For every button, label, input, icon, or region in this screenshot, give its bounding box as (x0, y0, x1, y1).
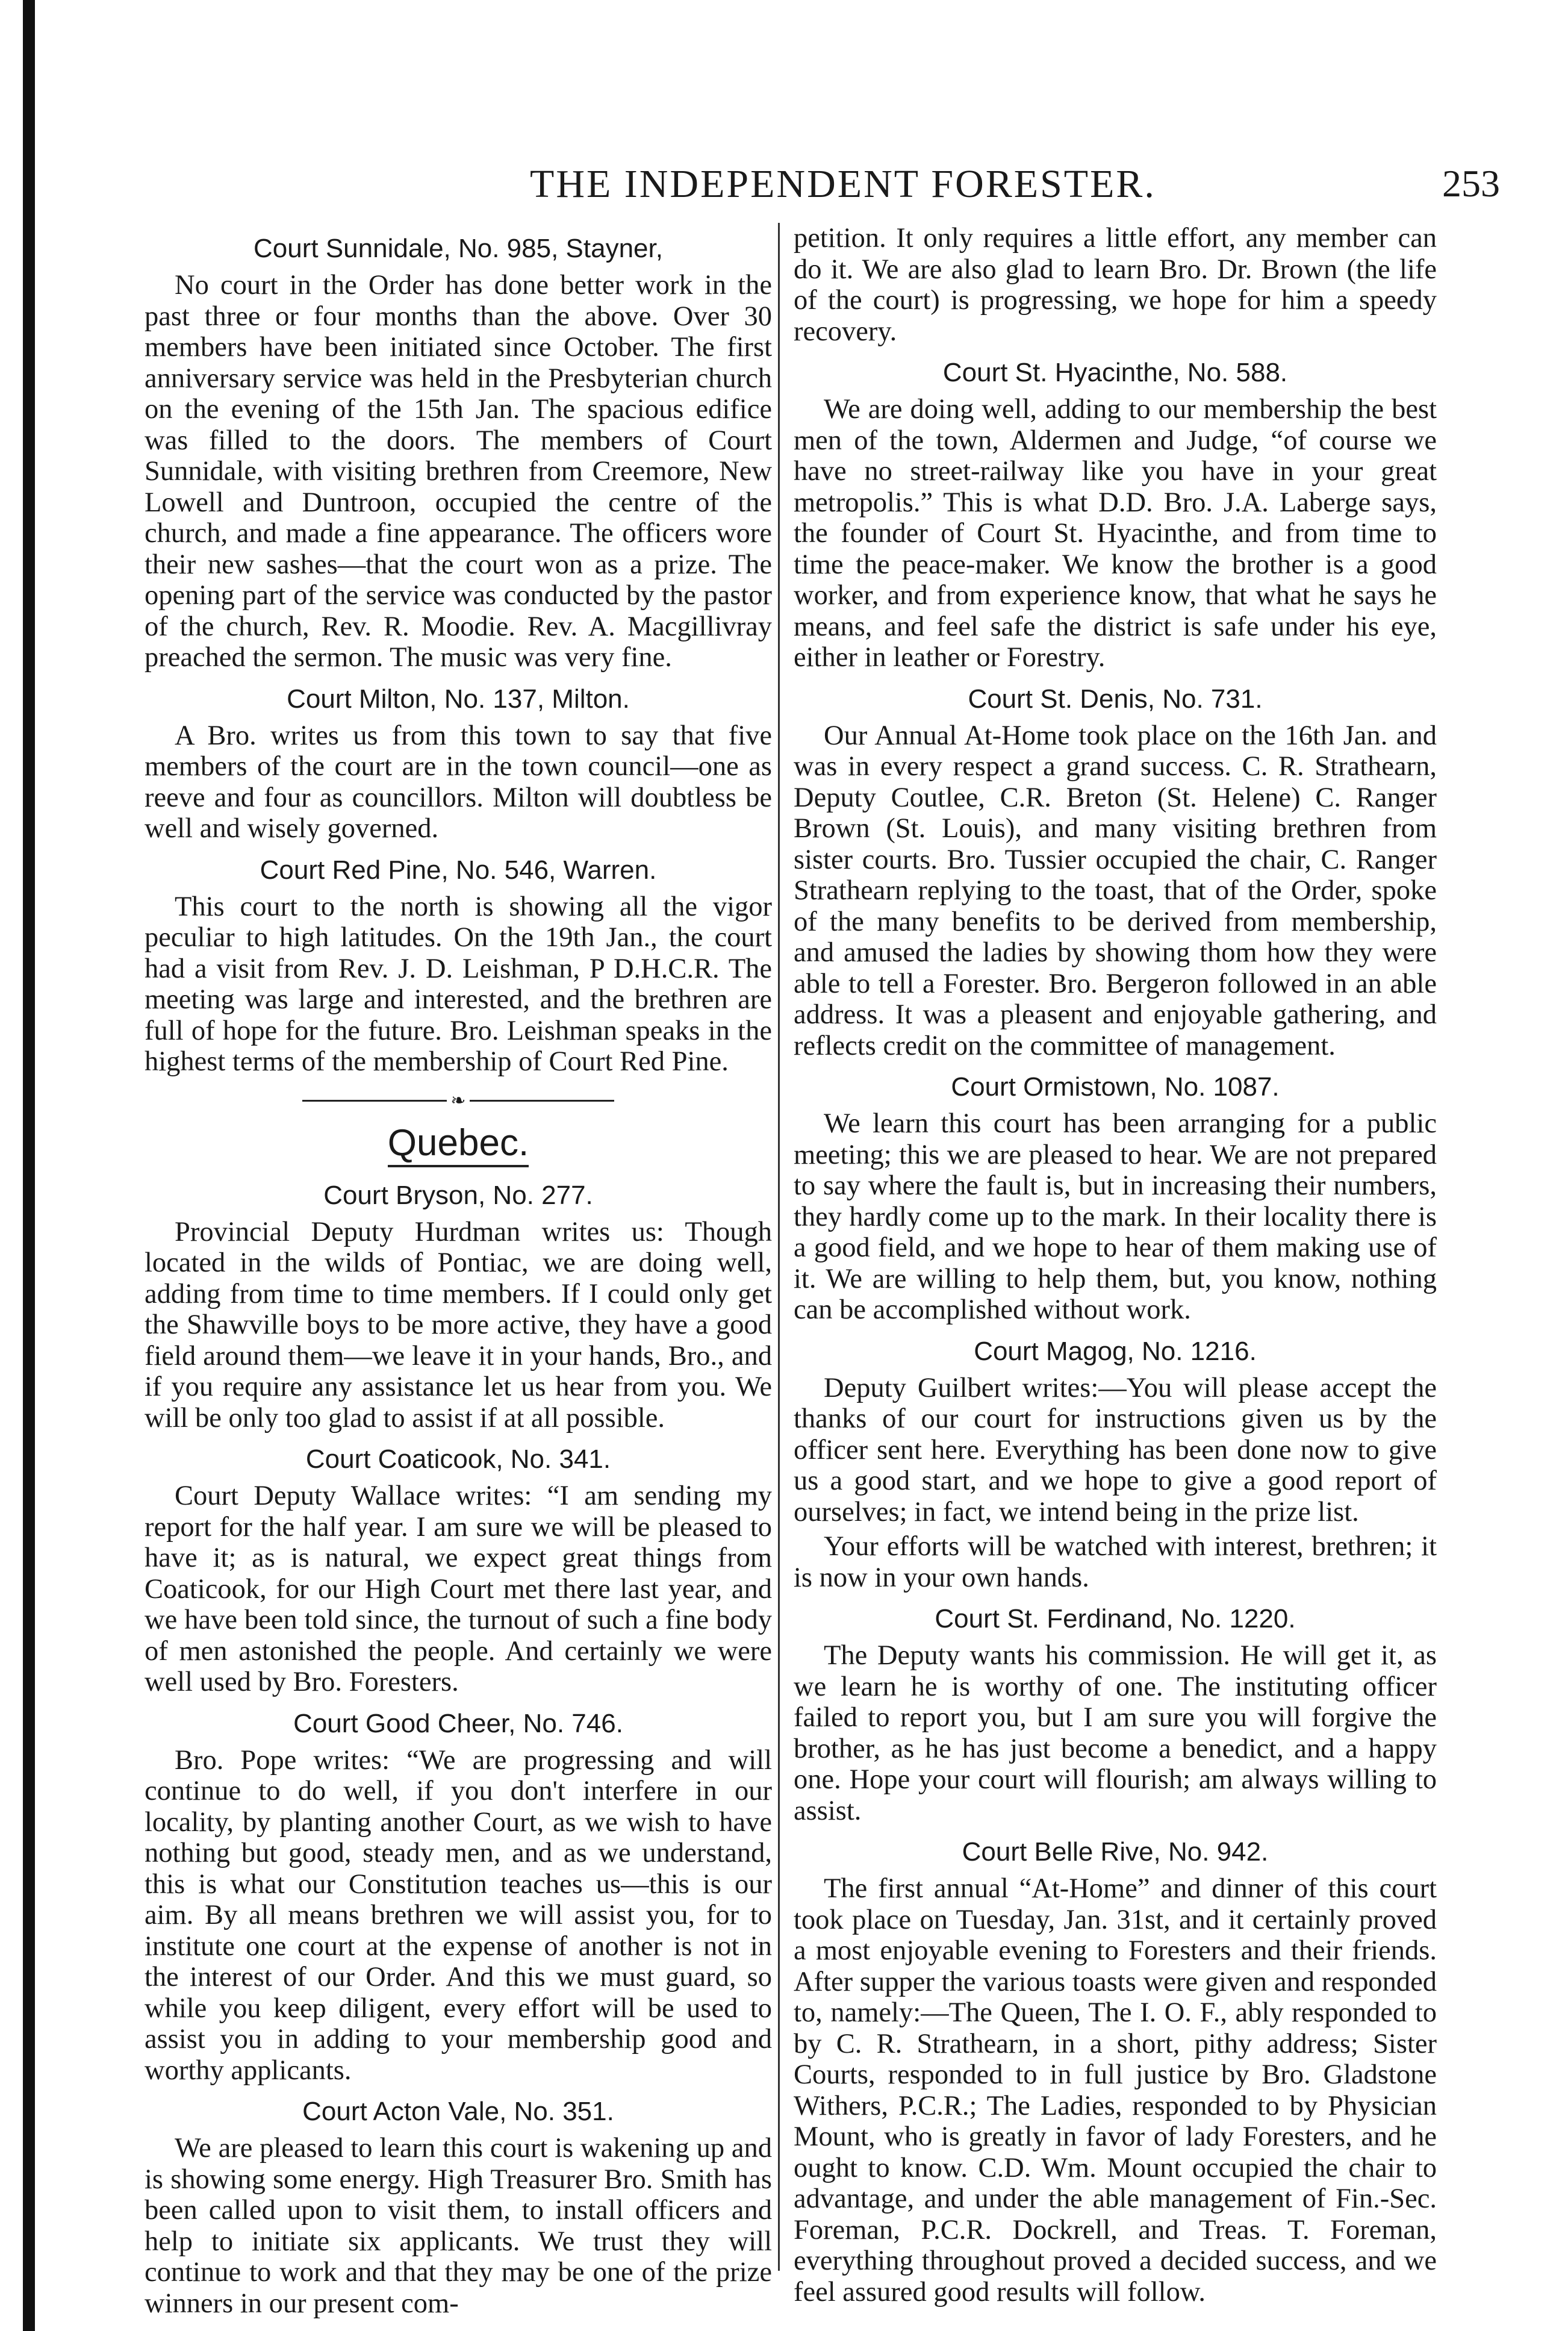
article-text: Deputy Guilbert writes:—You will please accept the thanks of our court for instructions given us by the officer sent here. Everything has been done now to give us a good start, and we hope to give a good report of ourselves; in fact, we intend being in the prize list. (794, 1372, 1437, 1527)
article-text: Your efforts will be watched with interest, brethren; it is now in your own hands. (794, 1531, 1437, 1593)
section-title (145, 1119, 772, 1167)
right-column (794, 223, 1437, 2311)
section-title-text: Quebec. (388, 1122, 529, 1167)
page-spine-edge (23, 0, 35, 2331)
article-heading: Court Belle Rive, No. 942. (962, 1837, 1269, 1867)
article-text: Our Annual At-Home took place on the 16th Jan. and was in every respect a grand success. C. R. Strathearn, Deputy Coutlee, C.R. Breton (St. Helene) C. Ranger Brown (St. Louis), and many visiting brethren from sister courts. Bro. Tussier occupied the chair, C. Ranger Strathearn replying to the toast, that of the Order, spoke of the many benefits to be derived from membership, and amused the ladies by showing thom how they were able to tell a Forester. Bro. Bergeron followed in an able address. It was a pleasent and enjoyable gathering, and reflects credit on the committee of management. (794, 720, 1437, 1061)
article-text: We are pleased to learn this court is wakening up and is showing some energy. High Treasurer Bro. Smith has been called upon to visit them, to install officers and help to initiate six applicants. We trust they will continue to work and that they may be one of the prize winners in our present com- (145, 2133, 772, 2319)
article-text: Court Deputy Wallace writes: “I am sending my report for the half year. I am sure we will be pleased to have it; as is natural, we expect great things from Coaticook, for our High Court met there last year, and we have been told since, the turnout of such a fine body of men astonished the people. And certainly we were well used by Bro. Foresters. (145, 1481, 772, 1698)
article-text: We are doing well, adding to our membership the best men of the town, Aldermen and Judge, “of course we have no street-railway like you have in your great metropolis.” This is what D.D. Bro. J.A. Laberge says, the founder of Court St. Hyacinthe, and from time to time the peace-maker. We know the brother is a good worker, and from experience know, that what he says he means, and feel safe the district is safe under his eye, either in leather or Forestry. (794, 394, 1437, 673)
article-heading: Court Red Pine, No. 546, Warren. (260, 855, 657, 885)
article-heading: Court Good Cheer, No. 746. (293, 1708, 623, 1738)
column-divider (778, 223, 780, 2271)
article-heading: Court Acton Vale, No. 351. (302, 2097, 614, 2127)
article-text: The first annual “At-Home” and dinner of this court took place on Tuesday, Jan. 31st, and it certainly proved a most enjoyable evening to Foresters and their friends. After supper the various toasts were given and responded to, namely:—The Queen, The I. O. F., ably responded to by C. R. Strathearn, in a short, pithy address; Sister Courts, responded to in full justice by Bro. Gladstone Withers, P.C.R.; The Ladies, responded to by Physician Mount, who is greatly in favor of lady Foresters, and he ought to know. C.D. Wm. Mount occupied the chair to advantage, and under the able management of Fin.-Sec. Foreman, P.C.R. Dockrell, and Treas. T. Foreman, everything throughout proved a decided success, and we feel assured good results will follow. (794, 1873, 1437, 2308)
section-ornament: ❧ (145, 1084, 772, 1117)
article-heading: Court Magog, No. 1216. (974, 1336, 1257, 1366)
article-heading: Court Coaticook, No. 341. (305, 1444, 611, 1474)
page-number: 253 (1442, 162, 1500, 205)
article-text: We learn this court has been arranging for a public meeting; this we are pleased to hear. We are not prepared to say where the fault is, but in increasing their numbers, they hardly come up to the mark. In their locality there is a good field, and we hope to hear of them making use of it. We are willing to help them, but, you know, nothing can be accomplished without work. (794, 1108, 1437, 1325)
article-text: No court in the Order has done better work in the past three or four months than the above. Over 30 members have been initiated since October. The first anniversary service was held in the Presbyterian church on the evening of the 15th Jan. The spacious edifice was filled to the doors. The members of Court Sunnidale, with visiting brethren from Creemore, New Lowell and Duntroon, occupied the centre of the church, and made a fine appearance. The officers wore their new sashes—that the court won as a prize. The opening part of the service was conducted by the pastor of the church, Rev. R. Moodie. Rev. A. Macgillivray preached the sermon. The music was very fine. (145, 270, 772, 673)
article-heading: Court St. Hyacinthe, No. 588. (942, 358, 1288, 387)
article-text: The Deputy wants his commission. He will get it, as we learn he is worthy of one. The instituting officer failed to report you, but I am sure you will forgive the brother, as he has just become a benedict, and a happy one. Hope your court will flourish; am always willing to assist. (794, 1640, 1437, 1826)
article-heading: Court St. Denis, No. 731. (968, 684, 1263, 714)
article-heading: Court Ormistown, No. 1087. (951, 1072, 1280, 1102)
running-title: THE INDEPENDENT FORESTER. (530, 162, 1156, 206)
page-header (0, 161, 1568, 216)
article-text-continued: petition. It only requires a little effort, any member can do it. We are also glad to learn Bro. Dr. Brown (the life of the court) is progressing, we hope for him a speedy recovery. (794, 223, 1437, 347)
article-heading: Court St. Ferdinand, No. 1220. (935, 1604, 1296, 1634)
article-text: Provincial Deputy Hurdman writes us: Though located in the wilds of Pontiac, we are doing well, adding from time to time members. If I could only get the Shawville boys to be more active, they have a good field around them—we leave it in your hands, Bro., and if you require any assistance let us hear from you. We will be only too glad to assist if at all possible. (145, 1216, 772, 1434)
left-column (145, 223, 772, 2323)
article-text: This court to the north is showing all the vigor peculiar to high latitudes. On the 19th Jan., the court had a visit from Rev. J. D. Leishman, P D.H.C.R. The meeting was large and interested, and the brethren are full of hope for the future. Bro. Leishman speaks in the highest terms of the membership of Court Red Pine. (145, 891, 772, 1077)
article-text: Bro. Pope writes: “We are progressing and will continue to do well, if you don't interfere in our locality, by planting another Court, as we wish to have nothing but good, steady men, and as we understand, this is what our Constitution teaches us—this is our aim. By all means brethren we will assist you, for to institute one court at the expense of another is not in the interest of our Order. And this we must guard, so while you keep diligent, every effort will be used to assist you in adding to your membership good and worthy applicants. (145, 1744, 772, 2086)
article-heading: Court Bryson, No. 277. (323, 1180, 593, 1210)
article-heading: Court Milton, No. 137, Milton. (287, 684, 630, 714)
article-text: A Bro. writes us from this town to say that five members of the court are in the town council—one as reeve and four as councillors. Milton will doubtless be well and wisely governed. (145, 720, 772, 844)
article-heading: Court Sunnidale, No. 985, Stayner, (254, 234, 663, 263)
